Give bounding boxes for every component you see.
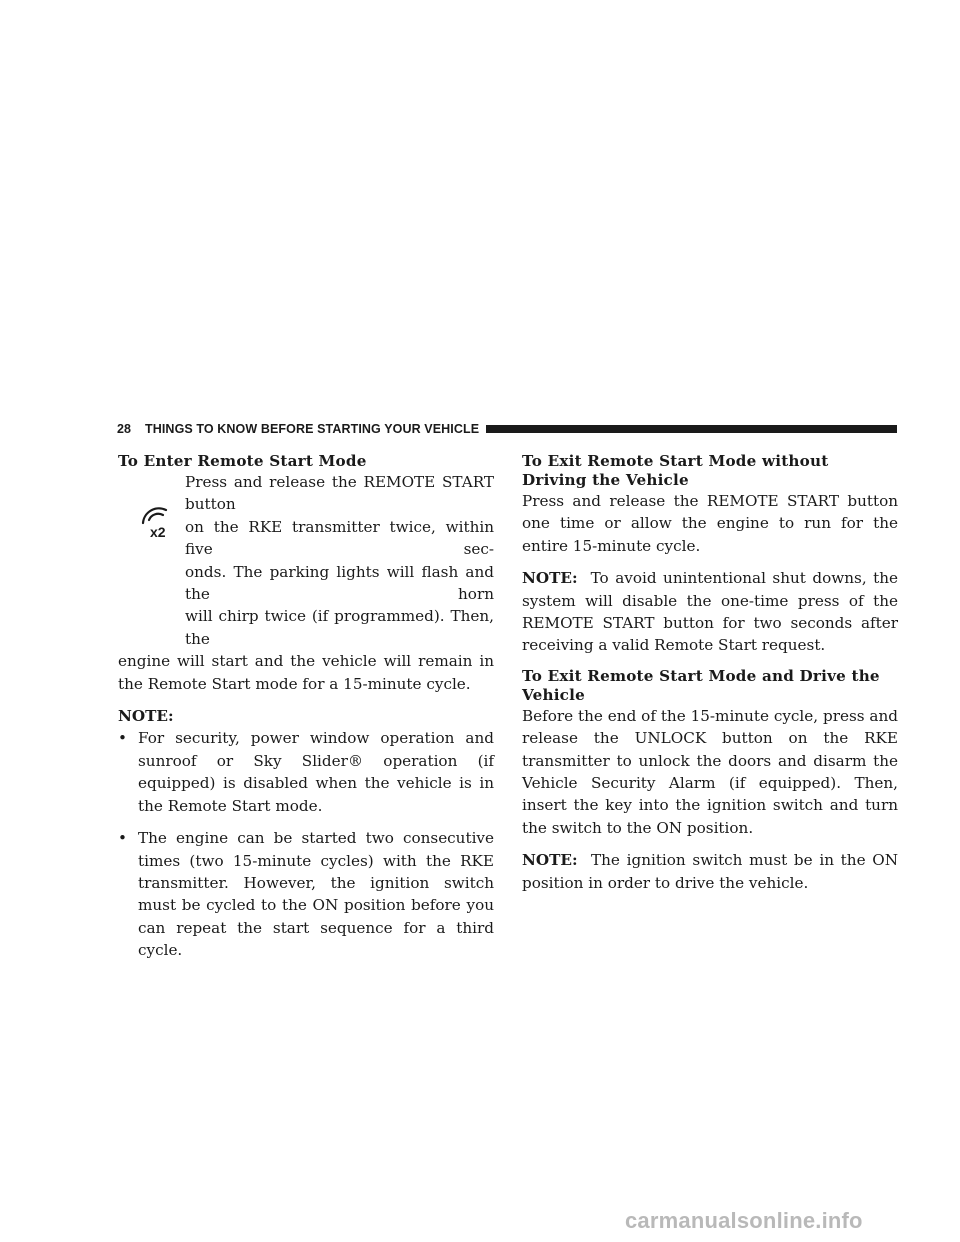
exit-without-driving-text: Press and release the REMOTE START button one time or allow the engine to run for the entire 15-minute cycle.: [522, 492, 898, 555]
left-column: [118, 452, 494, 962]
x2-remote-start-icon: [136, 506, 178, 542]
intro-continuation: engine will start and the vehicle will remain in the Remote Start mode for a 15-minute cycle.: [118, 652, 494, 693]
exit-without-driving-heading: To Exit Remote Start Mode without Driving the Vehicle: [522, 452, 829, 489]
bullet-symbol: •: [118, 829, 127, 848]
bullet-symbol: •: [118, 729, 127, 748]
bullet-text: For security, power window operation and sunroof or Sky Slider® operation (if equipped) is disabled when the vehicle is in the Remote Start mode.: [138, 729, 494, 815]
intro-indented-lines: [185, 471, 494, 650]
header-rule: [486, 425, 897, 433]
intro-line: onds. The parking lights will flash and the horn: [185, 562, 494, 604]
watermark: carmanualsonline.info: [625, 1208, 863, 1233]
enter-remote-start-intro: [118, 471, 494, 695]
intro-line: will chirp twice (if programmed). Then, the: [185, 607, 494, 648]
x2-label: x2: [150, 524, 166, 540]
note-paragraph: [522, 849, 898, 894]
note-label: NOTE:: [118, 707, 174, 726]
note-text: The ignition switch must be in the ON position in order to drive the vehicle.: [522, 851, 898, 892]
bullet-item: [118, 727, 494, 817]
page-number: 28: [117, 422, 132, 436]
intro-line: Press and release the REMOTE START button: [185, 473, 494, 514]
note-text: To avoid unintentional shut downs, the system will disable the one-time press of the REMOTE START button for two seconds after receiving a valid Remote Start request.: [522, 569, 899, 655]
note-label: NOTE:: [522, 569, 578, 588]
section-title: THINGS TO KNOW BEFORE STARTING YOUR VEHICLE: [145, 422, 480, 436]
bullet-text: The engine can be started two consecutive times (two 15-minute cycles) with the RKE transmitter. However, the ignition switch must be cycled to the ON position before you can repeat the start sequence for a third cycle.: [138, 829, 494, 960]
enter-remote-start-heading: To Enter Remote Start Mode: [118, 452, 367, 470]
page-header: [117, 421, 897, 437]
note-label: NOTE:: [522, 851, 578, 870]
exit-and-drive-text: Before the end of the 15-minute cycle, press and release the UNLOCK button on the RKE transmitter to unlock the doors and disarm the Vehicle Security Alarm (if equipped). Then, insert the key into the ignition switch and turn the switch to the ON position.: [522, 706, 898, 837]
intro-line: on the RKE transmitter twice, within five sec-: [185, 517, 494, 559]
right-column: [522, 452, 898, 894]
note-paragraph: [522, 567, 898, 657]
bullet-item: [118, 827, 494, 961]
exit-and-drive-heading: To Exit Remote Start Mode and Drive the Vehicle: [522, 666, 880, 704]
